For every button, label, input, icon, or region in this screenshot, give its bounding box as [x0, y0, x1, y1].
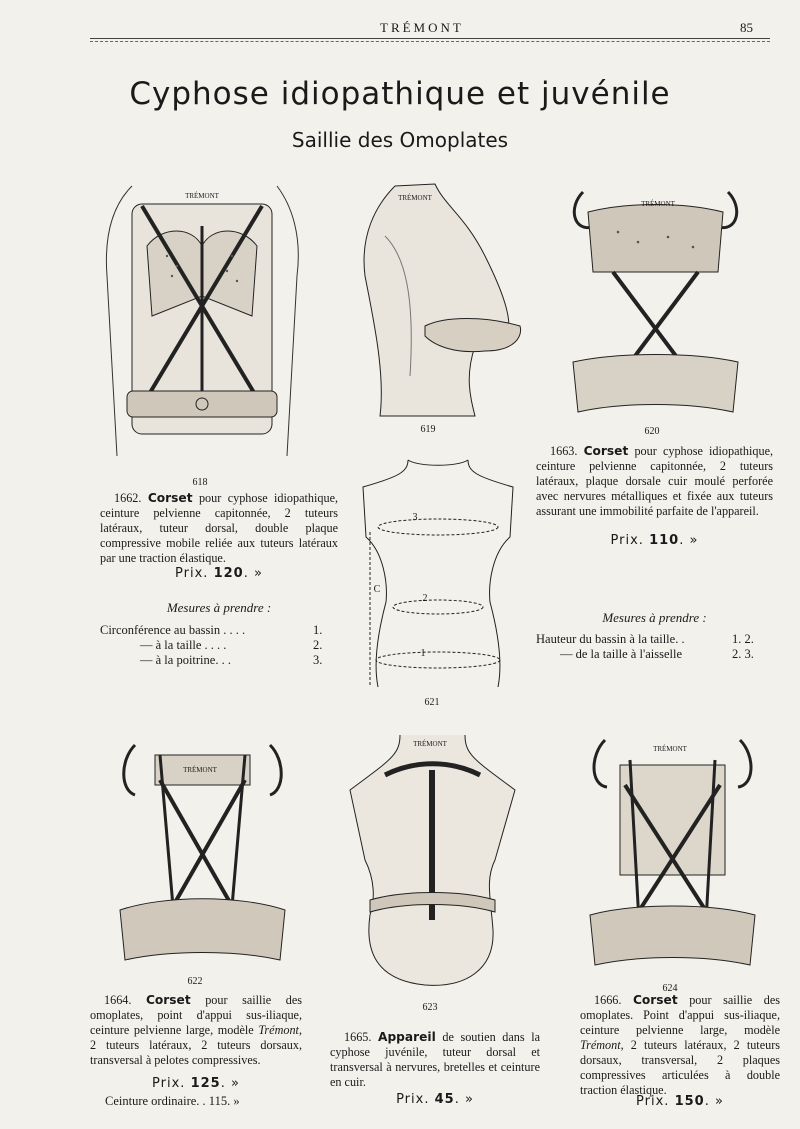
item-1666-number: 1666.	[594, 993, 622, 1007]
figure-618-corset-illustration	[92, 176, 312, 476]
item-1665-text: de soutien dans la cyphose juvénile, tuteur dorsal et transversal à nervures, bretelles et ceinture en cuir.	[330, 1030, 540, 1089]
figure-623-support-illustration	[345, 730, 520, 995]
item-1665-number: 1665.	[344, 1030, 372, 1044]
figure-624-number: 624	[662, 983, 678, 994]
figure-621-marker-1: 1	[420, 648, 426, 659]
price-label: Prix.	[396, 1092, 430, 1107]
figure-623-label: TRÉMONT	[413, 740, 447, 748]
price-value: 110	[649, 533, 680, 548]
item-1665-name: Appareil	[378, 1030, 436, 1044]
price-value: 120	[213, 566, 244, 581]
price-label: Prix.	[152, 1076, 186, 1091]
item-1663-name: Corset	[583, 444, 629, 458]
mesures-right-row-2-num: 2. 3.	[732, 647, 754, 661]
page-number: 85	[740, 20, 753, 35]
item-1666-price	[580, 1094, 780, 1109]
item-1664-price	[90, 1076, 302, 1091]
page-title: Cyphose idiopathique et juvénile	[129, 76, 671, 112]
price-suffix: . »	[454, 1092, 474, 1107]
item-1664-name: Corset	[145, 993, 191, 1007]
item-1664-description	[90, 993, 302, 1068]
item-1666-text-em: Trémont	[580, 1038, 621, 1052]
price-suffix: . »	[243, 566, 263, 581]
item-1663-number: 1663.	[550, 444, 578, 458]
figure-619-torso-illustration	[355, 176, 530, 421]
figure-618-label: TRÉMONT	[185, 192, 219, 200]
item-1664-text-a: pour saillie des omoplates, point d'appui sus-iliaque, ceinture pelvienne large, modèle	[90, 993, 302, 1037]
item-1664-text-em: Trémont	[258, 1023, 299, 1037]
price-label: Prix.	[175, 566, 209, 581]
price-value: 150	[674, 1094, 705, 1109]
mesures-left-row-1: Circonférence au bassin . . . .	[100, 623, 246, 637]
mesures-left-row-1-num: 1.	[313, 623, 323, 637]
mesures-left-row-2-num: 2.	[313, 638, 323, 652]
figure-620-corset-illustration	[568, 182, 743, 422]
item-1665-price	[330, 1092, 540, 1107]
figure-624-corset-illustration	[585, 725, 760, 975]
figure-618-number: 618	[192, 477, 208, 488]
figure-621-marker-3: 3	[412, 512, 418, 523]
figure-622-label: TRÉMONT	[183, 766, 217, 774]
item-1663-price	[536, 533, 773, 548]
mesures-left-row-2: — à la taille . . . .	[140, 638, 227, 652]
item-1663-description	[536, 444, 773, 519]
figure-621-measurement-diagram	[358, 452, 518, 692]
figure-620-number: 620	[644, 426, 660, 437]
header-rule	[90, 38, 770, 39]
price-suffix: . »	[704, 1094, 724, 1109]
price-suffix: . »	[679, 533, 699, 548]
running-title: TRÉMONT	[380, 20, 464, 35]
item-1666-name: Corset	[632, 993, 678, 1007]
mesures-right-row-2: — de la taille à l'aisselle	[560, 647, 682, 661]
figure-619-number: 619	[420, 424, 436, 435]
mesures-right-row-1: Hauteur du bassin à la taille. .	[536, 632, 685, 646]
item-1664-extra: Ceinture ordinaire. . 115. »	[105, 1094, 240, 1108]
mesures-left-title: Mesures à prendre :	[166, 600, 272, 615]
figure-621-marker-2: 2	[422, 593, 428, 604]
item-1666-text-b: , 2 tuteurs latéraux, 2 tuteurs dorsaux, transversal, 2 plaques compressives articulées à double traction élastique.	[580, 1038, 780, 1097]
figure-623-number: 623	[422, 1002, 438, 1013]
price-label: Prix.	[636, 1094, 670, 1109]
page-subtitle: Saillie des Omoplates	[291, 128, 509, 152]
figure-619-label: TRÉMONT	[398, 194, 432, 202]
figure-624-label: TRÉMONT	[653, 745, 687, 753]
figure-621-number: 621	[424, 697, 440, 708]
item-1662-price	[100, 566, 338, 581]
header-rule-dashed	[90, 41, 770, 42]
item-1662-number: 1662.	[114, 491, 142, 505]
mesures-right-row-1-num: 1. 2.	[732, 632, 754, 646]
item-1662-description	[100, 491, 338, 566]
item-1665-description	[330, 1030, 540, 1090]
item-1666-text-a: pour saillie des omoplates. Point d'appui sus-iliaque, ceinture pelvienne large, modèle	[580, 993, 780, 1037]
price-value: 45	[434, 1092, 455, 1107]
item-1664-text-b: , 2 tuteurs latéraux, 2 tuteurs dorsaux, transversal à pelotes compressives.	[90, 1023, 302, 1067]
price-suffix: . »	[220, 1076, 240, 1091]
price-value: 125	[190, 1076, 221, 1091]
figure-622-corset-illustration	[115, 730, 290, 970]
item-1662-text: pour cyphose idiopathique, ceinture pelvienne capitonnée, 2 tuteurs latéraux, tuteur dorsal, double plaque compressive mobile reliée aux tuteurs latéraux par une traction élastique.	[100, 491, 339, 565]
mesures-left-row-3-num: 3.	[313, 653, 323, 667]
item-1663-text: pour cyphose idiopathique, ceinture pelvienne capitonnée, 2 tuteurs latéraux, plaque dorsale cuir moulé perforée avec nervures métalliques et fixée aux tuteurs assurant une immobilité parfaite de l'appareil.	[536, 444, 774, 518]
mesures-right-title: Mesures à prendre :	[602, 610, 707, 625]
item-1666-description	[580, 993, 780, 1098]
figure-621-marker-c: C	[373, 584, 381, 595]
item-1662-name: Corset	[147, 491, 193, 505]
figure-622-number: 622	[187, 976, 203, 987]
item-1664-number: 1664.	[104, 993, 132, 1007]
figure-620-label: TRÉMONT	[641, 200, 675, 208]
price-label: Prix.	[610, 533, 644, 548]
mesures-left-row-3: — à la poitrine. . .	[140, 653, 231, 667]
